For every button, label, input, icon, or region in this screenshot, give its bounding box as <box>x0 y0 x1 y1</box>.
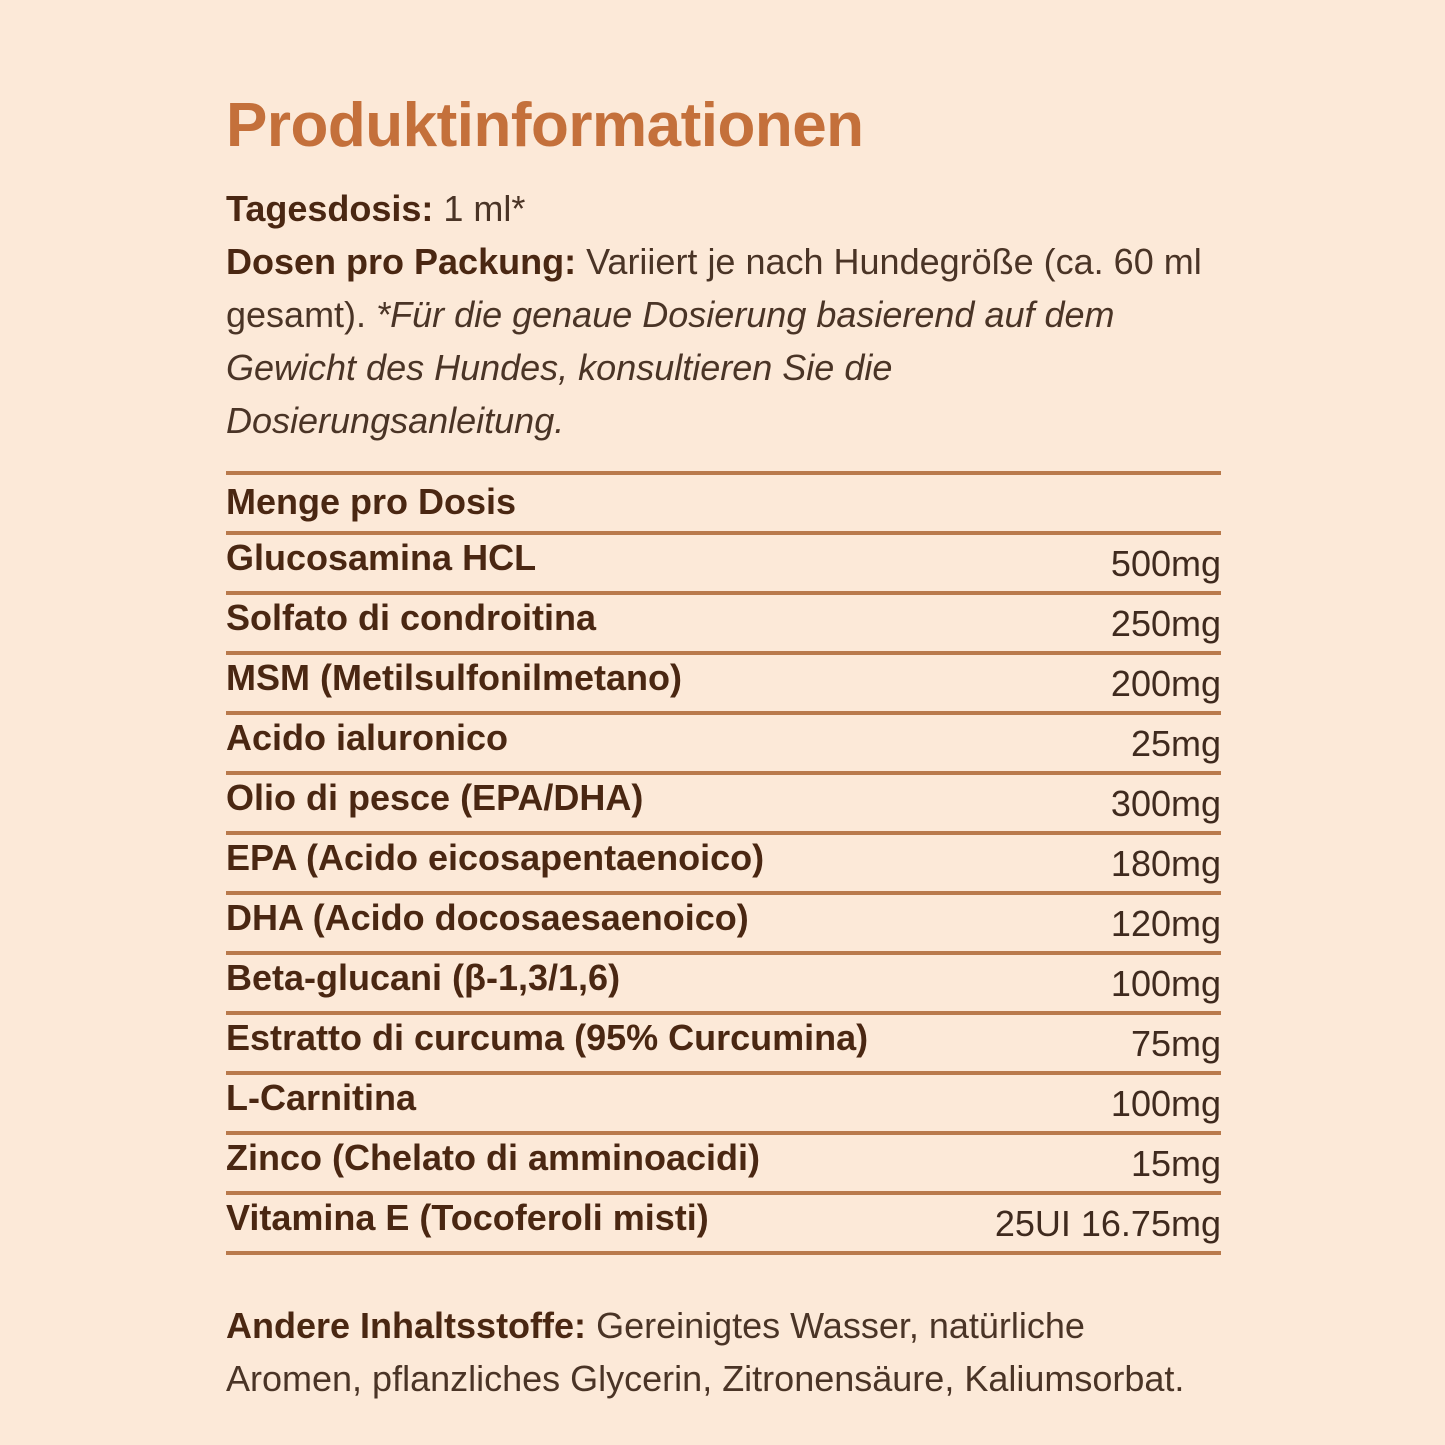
table-row <box>226 535 1221 595</box>
table-header: Menge pro Dosis <box>226 481 517 522</box>
ingredient-name: Zinco (Chelato di amminoacidi) <box>226 1137 761 1178</box>
ingredients-table <box>226 471 1221 1255</box>
ingredient-amount: 120mg <box>1110 903 1221 944</box>
dose-info <box>226 182 1221 447</box>
table-row <box>226 955 1221 1015</box>
ingredient-name: DHA (Acido docosaesaenoico) <box>226 897 749 938</box>
ingredient-name: Beta-glucani (β-1,3/1,6) <box>226 957 621 998</box>
doses-per-pack-value: Variiert je nach Hundegröße (ca. 60 ml gesamt). <box>226 241 1202 335</box>
doses-per-pack-label: Dosen pro Packung: <box>226 241 577 282</box>
table-row <box>226 1015 1221 1075</box>
page-title: Produktinformationen <box>226 91 864 160</box>
ingredient-amount: 500mg <box>1110 543 1221 584</box>
ingredient-amount: 25mg <box>1130 723 1221 764</box>
other-ingredients <box>226 1299 1221 1405</box>
product-info-panel <box>226 90 1221 1405</box>
table-row <box>226 1075 1221 1135</box>
ingredient-amount: 100mg <box>1110 1083 1221 1124</box>
ingredient-amount: 200mg <box>1110 663 1221 704</box>
ingredient-name: MSM (Metilsulfonilmetano) <box>226 657 682 698</box>
ingredient-amount: 300mg <box>1110 783 1221 824</box>
table-row <box>226 1195 1221 1255</box>
ingredient-name: EPA (Acido eicosapentaenoico) <box>226 837 765 878</box>
table-row <box>226 715 1221 775</box>
other-ingredients-label: Andere Inhaltsstoffe: <box>226 1305 587 1346</box>
ingredient-name: Acido ialuronico <box>226 717 509 758</box>
dosage-note: *Für die genaue Dosierung basierend auf dem Gewicht des Hundes, konsultieren Sie die Dosierungsanleitung. <box>226 294 1115 441</box>
table-row <box>226 835 1221 895</box>
table-row <box>226 1135 1221 1195</box>
table-row <box>226 595 1221 655</box>
daily-dose-line <box>226 182 1221 235</box>
ingredient-amount: 250mg <box>1110 603 1221 644</box>
daily-dose-label: Tagesdosis: <box>226 188 434 229</box>
ingredient-name: Solfato di condroitina <box>226 597 596 638</box>
ingredient-name: Olio di pesce (EPA/DHA) <box>226 777 644 818</box>
ingredient-name: L-Carnitina <box>226 1077 417 1118</box>
doses-per-pack-line <box>226 235 1221 447</box>
table-row <box>226 655 1221 715</box>
table-header-row <box>226 475 1221 535</box>
table-row <box>226 775 1221 835</box>
ingredient-name: Estratto di curcuma (95% Curcumina) <box>226 1017 869 1058</box>
ingredient-amount: 25UI 16.75mg <box>994 1203 1221 1244</box>
ingredient-name: Vitamina E (Tocoferoli misti) <box>226 1197 709 1238</box>
ingredient-amount: 100mg <box>1110 963 1221 1004</box>
ingredient-amount: 180mg <box>1110 843 1221 884</box>
ingredient-name: Glucosamina HCL <box>226 537 537 578</box>
ingredient-amount: 75mg <box>1130 1023 1221 1064</box>
table-row <box>226 895 1221 955</box>
daily-dose-value: 1 ml* <box>443 188 526 229</box>
ingredient-amount: 15mg <box>1130 1143 1221 1184</box>
other-ingredients-value: Gereinigtes Wasser, natürliche Aromen, pflanzliches Glycerin, Zitronensäure, Kaliumsorbat. <box>226 1305 1185 1399</box>
